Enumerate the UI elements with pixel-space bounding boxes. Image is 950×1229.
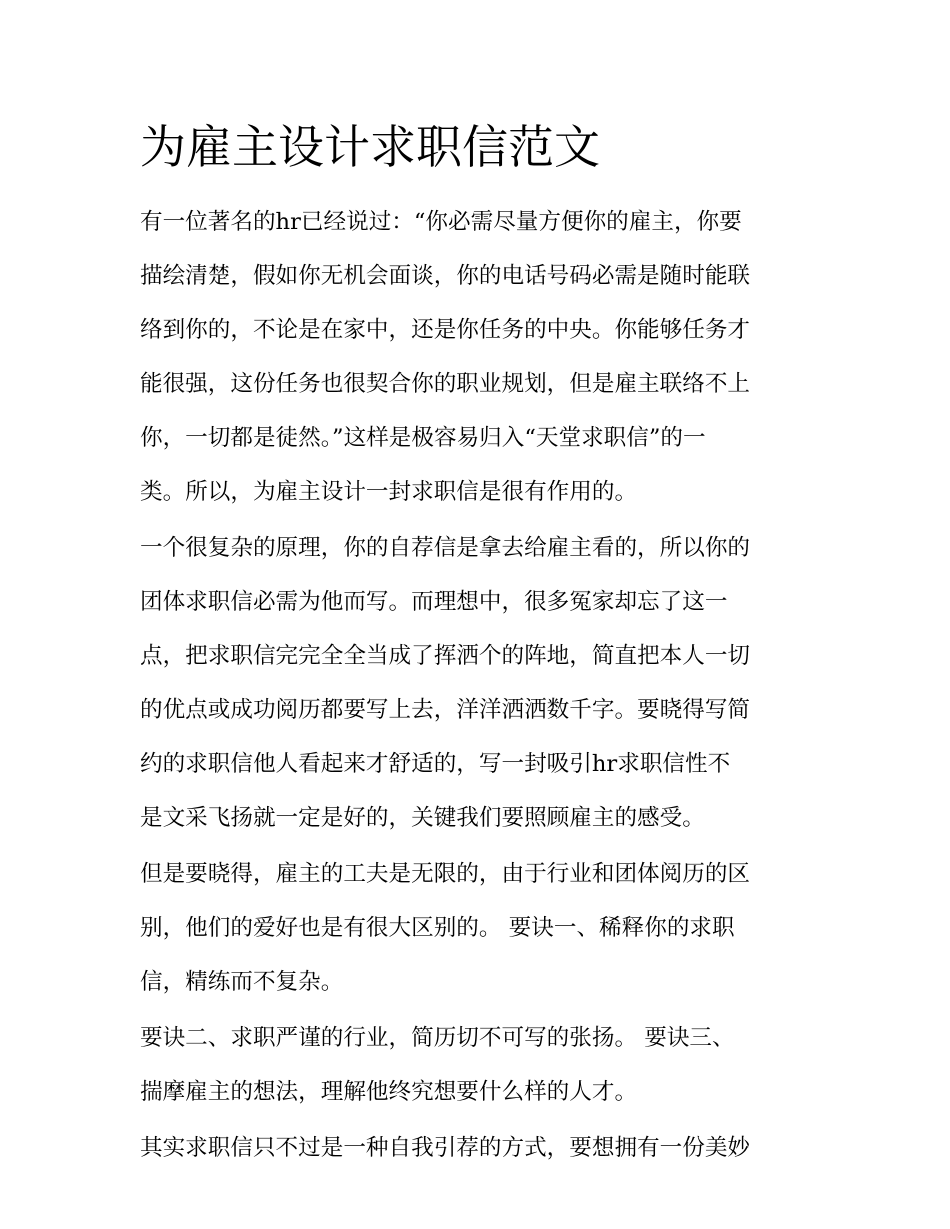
paragraph — [140, 521, 820, 845]
paragraph — [140, 195, 820, 519]
text-line: 其实求职信只不过是一种自我引荐的方式，要想拥有一份美妙 — [140, 1135, 751, 1161]
text-line: 一个很复杂的原理，你的自荐信是拿去给雇主看的，所以你的 — [140, 535, 751, 561]
document-body — [140, 195, 820, 1177]
text-line: 的优点或成功阅历都要写上去，洋洋洒洒数千字。要晓得写简 — [140, 697, 751, 723]
paragraph — [140, 1121, 820, 1175]
text-line: 信，精练而不复杂。 — [140, 969, 344, 995]
text-line: 别，他们的爱好也是有很大区别的。 要诀一、稀释你的求职 — [140, 915, 735, 941]
text-line: 团体求职信必需为他而写。而理想中，很多冤家却忘了这一 — [140, 589, 728, 615]
text-line: 但是要晓得，雇主的工夫是无限的，由于行业和团体阅历的区 — [140, 861, 751, 887]
text-line: 是文采飞扬就一定是好的，关键我们要照顾雇主的感受。 — [140, 805, 705, 831]
paragraph — [140, 847, 820, 1009]
text-line: 揣摩雇主的想法，理解他终究想要什么样的人才。 — [140, 1079, 638, 1105]
text-line: 有一位著名的hr已经说过：“你必需尽量方便你的雇主，你要 — [140, 209, 742, 235]
text-line: 络到你的，不论是在家中，还是你任务的中央。你能够任务才 — [140, 317, 751, 343]
text-line: 你，一切都是徒然。”这样是极容易归入“天堂求职信”的一 — [140, 425, 706, 451]
document-title: 为雇主设计求职信范文 — [140, 120, 600, 174]
text-line: 描绘清楚，假如你无机会面谈，你的电话号码必需是随时能联 — [140, 263, 751, 289]
text-line: 类。所以，为雇主设计一封求职信是很有作用的。 — [140, 479, 638, 505]
text-line: 约的求职信他人看起来才舒适的，写一封吸引hr求职信性不 — [140, 751, 731, 777]
paragraph — [140, 1011, 820, 1119]
text-line: 要诀二、求职严谨的行业，简历切不可写的张扬。 要诀三、 — [140, 1025, 735, 1051]
text-line: 点，把求职信完完全全当成了挥洒个的阵地，简直把本人一切 — [140, 643, 751, 669]
text-line: 能很强，这份任务也很契合你的职业规划，但是雇主联络不上 — [140, 371, 751, 397]
